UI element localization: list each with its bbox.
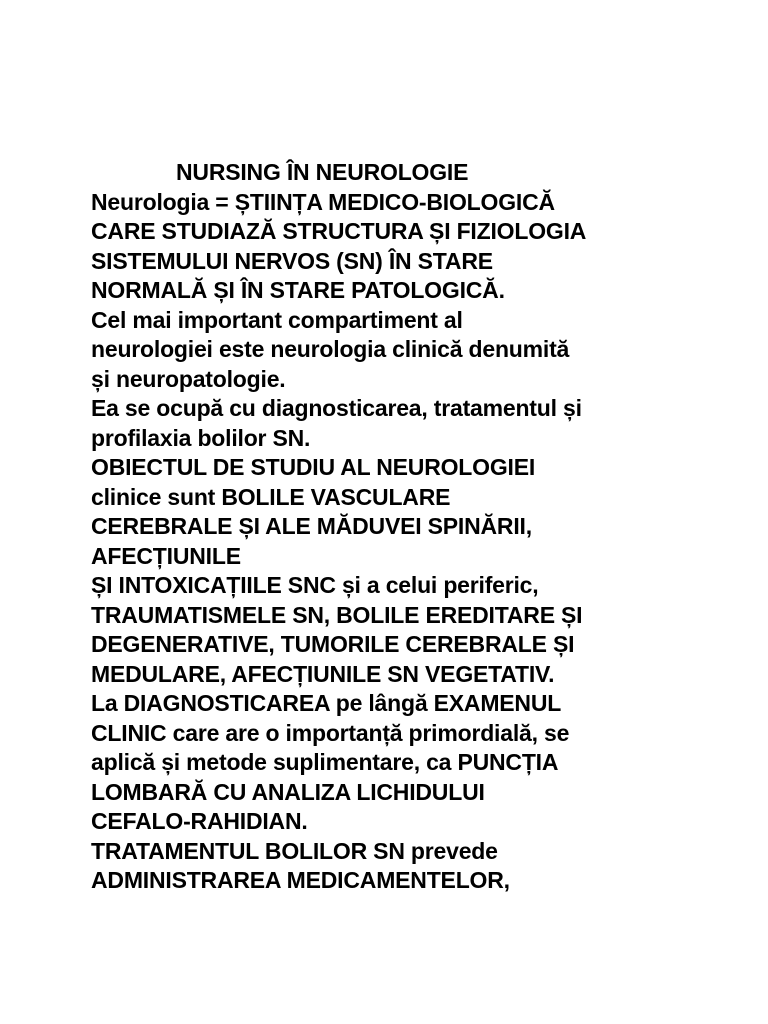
text-line: OBIECTUL DE STUDIU AL NEUROLOGIEI xyxy=(91,454,536,480)
document-title: NURSING ÎN NEUROLOGIE xyxy=(176,159,469,185)
text-line: DEGENERATIVE, TUMORILE CEREBRALE ȘI xyxy=(91,631,575,657)
text-line: CEFALO-RAHIDIAN. xyxy=(91,808,308,834)
text-line: SISTEMULUI NERVOS (SN) ÎN STARE xyxy=(91,247,493,274)
text-line: Cel mai important compartiment al xyxy=(91,306,463,333)
document-body xyxy=(91,158,691,896)
text-line: Ea se ocupă cu diagnosticarea, tratamentul și xyxy=(91,395,582,421)
text-line: TRATAMENTUL BOLILOR SN prevede xyxy=(91,837,498,864)
text-line: aplică și metode suplimentare, ca PUNCȚIA xyxy=(91,749,559,775)
text-line: TRAUMATISMELE SN, BOLILE EREDITARE ȘI xyxy=(91,601,583,628)
text-line: AFECȚIUNILE xyxy=(91,542,241,569)
text-line: Neurologia = ȘTIINȚA MEDICO-BIOLOGICĂ xyxy=(91,188,555,215)
text-line: La DIAGNOSTICAREA pe lângă EXAMENUL xyxy=(91,690,562,716)
text-line: MEDULARE, AFECȚIUNILE SN VEGETATIV. xyxy=(91,660,555,687)
text-line: NORMALĂ ȘI ÎN STARE PATOLOGICĂ. xyxy=(91,277,505,303)
text-line: ADMINISTRAREA MEDICAMENTELOR, xyxy=(91,867,510,893)
text-line: CEREBRALE ȘI ALE MĂDUVEI SPINĂRII, xyxy=(91,513,532,539)
text-line: neurologiei este neurologia clinică denumită xyxy=(91,336,570,362)
text-line: clinice sunt BOLILE VASCULARE xyxy=(91,483,451,510)
text-line: ȘI INTOXICAȚIILE SNC și a celui periferic, xyxy=(91,572,539,598)
text-line: LOMBARĂ CU ANALIZA LICHIDULUI xyxy=(91,778,485,805)
text-line: profilaxia bolilor SN. xyxy=(91,424,311,451)
text-line: CLINIC care are o importanță primordială, se xyxy=(91,719,570,746)
text-line: și neuropatologie. xyxy=(91,365,286,392)
text-line: CARE STUDIAZĂ STRUCTURA ȘI FIZIOLOGIA xyxy=(91,218,587,244)
